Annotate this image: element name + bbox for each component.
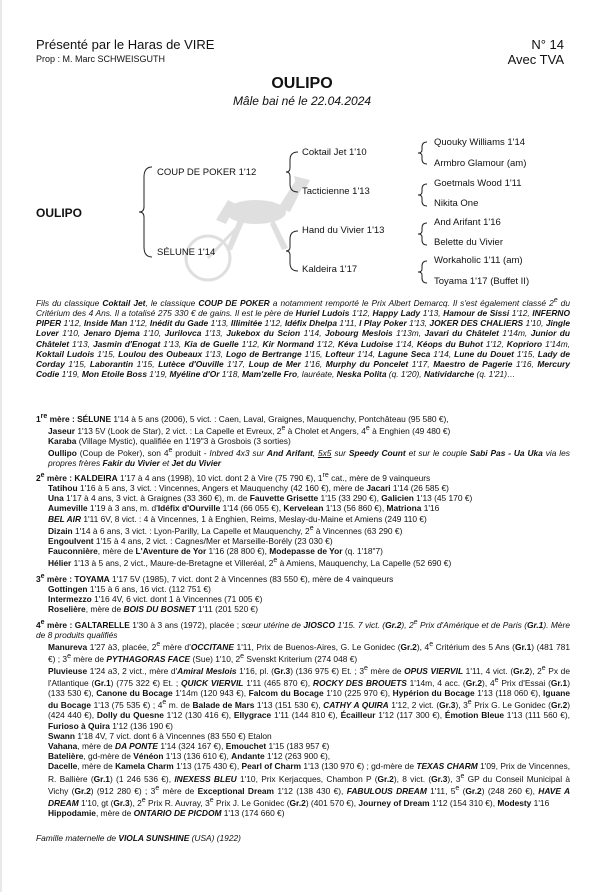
pedigree-g2: Armbro Glamour (am) (434, 158, 527, 169)
first-dam-section (36, 412, 570, 468)
third-dam-section (36, 572, 570, 615)
fourth-dam-produce-1: Manureva 1'27 à3, placée, 2e mère d'OCCITANE 1'11, Prix de Buenos-Aires, G. Le Gonidec (Gr.2), 4e Critérium des 5 Ans (Gr.1) (481 781 €) ; 3e mère de PYTHAGORAS FACE (Sue) 1'10, 2e Svenskt Kriterium (274 048 €) (48, 641, 570, 664)
presenter: Présenté par le Haras de VIRE (36, 37, 215, 52)
maternal-family: Famille maternelle de VIOLA SUNSHINE (USA) (1922) (36, 833, 241, 843)
second-dam-section (36, 471, 570, 568)
pedigree-chart (2, 130, 600, 300)
fourth-dam-produce-2: Pluvieuse 1'24 a3, 2 vict., mère d'Amiral Meslois 1'16, pl. (Gr.3) (136 975 €) Et. ; 3e mère de OPUS VIERVIL 1'11, 4 vict. (Gr.2), 2e Px de l'Atlantique (Gr.1) (775 322 €) Et. ; QUICK VIERVIL 1'11 (465 870 €), ROCKY DES BROUETS 1'14m, 4 acc. (Gr.2), 4e Prix d'Essai (Gr.1) (133 530 €), Canone du Bocage 1'14m (120 943 €), Falcom du Bocage 1'10 (225 970 €), Hypérion du Bocage 1'13 (118 060 €), Iguane du Bocage 1'13 (75 535 €) ; 4e m. de Balade de Mars 1'13 (151 530 €), CATHY A QUIRA 1'12, 2 vict. (Gr.3), 3e Prix G. Le Gonidec (Gr.2) (424 440 €), Dolly du Quesne 1'12 (130 416 €), Ellygrace 1'11 (144 810 €), Écailleur 1'12 (117 300 €), Émotion Bleue 1'13 (111 560 €), Furioso à Quira 1'12 (136 190 €) (48, 665, 571, 731)
first-dam-heading: 1re mère : SÉLUNE 1'14 à 5 ans (2006), 5 vict. : Caen, Laval, Graignes, Mauquenchy, Pontchâteau (95 580 €), (36, 413, 449, 424)
pedigree-g8: Toyama 1'17 (Buffet II) (434, 276, 530, 287)
pedigree-dam-dam: Kaldeira 1'17 (302, 264, 358, 275)
pedigree-brackets (2, 130, 600, 300)
horse-description: Mâle bai né le 22.04.2024 (232, 94, 372, 108)
pedigree-g1: Quouky Williams 1'14 (434, 137, 526, 148)
pedigree-g5: And Arifant 1'16 (434, 217, 501, 228)
fourth-dam-produce-6: Dacelle, mère de Kamela Charm 1'13 (175 430 €), Pearl of Charm 1'13 (130 970 €) ; gd-mère de TEXAS CHARM 1'09, Prix de Vincennes, R. Ballière (Gr.1) (1 246 536 €), INEXESS BLEU 1'10, Prix Kerjacques, Chambon P (Gr.2), 8 vict. (Gr.3), 3e GP du Conseil Municipal à Vichy (Gr.2) (912 280 €) ; 3e mère de Exceptional Dream 1'12 (138 430 €), FABULOUS DREAM 1'11, 5e (Gr.2) (248 260 €), HAVE A DREAM 1'10, gt (Gr.3), 2e Prix R. Auvray, 3e Prix J. Le Gonidec (Gr.2) (401 570 €), Journey of Dream 1'12 (154 310 €), Modesty 1'16 (48, 761, 571, 808)
first-dam-produce-1: Jaseur 1'13 5V (Look de Star), 2 vict. : La Capelle et Evreux, 2e à Cholet et Angers, 4e à Enghien (49 480 €) (48, 425, 451, 436)
fourth-dam-produce-3: Swann 1'18 4V, 7 vict. dont 6 à Vincennes (83 550 €) Etalon (48, 730, 272, 741)
fourth-dam-section (36, 618, 570, 818)
second-dam-produce-3: Aumeville 1'19 à 3 ans, m. d'Idéfix d'Ourville 1'14 (66 055 €), Kervelean 1'13 (56 860 €), Matriona 1'16 (48, 503, 440, 514)
second-dam-produce-2: Una 1'17 à 4 ans, 3 vict. à Graignes (33 360 €), m. de Fauvette Grisette 1'15 (33 290 €), Galicien 1'13 (45 170 €) (48, 493, 473, 504)
header-left (36, 37, 214, 64)
lot-number: N° 14 (531, 37, 564, 52)
fourth-dam-produce-7: Hippodamie, mère de ONTARIO DE PICDOM 1'13 (174 660 €) (48, 807, 285, 818)
pedigree-sire-dam: Tacticienne 1'13 (302, 186, 370, 197)
second-dam-produce-6: Engoulvent 1'15 à 4 ans, 2 vict. : Cagnes/Mer et Marseille-Borély (23 030 €) (48, 535, 333, 546)
pedigree-sire: COUP DE POKER 1'12 (157, 167, 257, 178)
sire-commentary (36, 296, 570, 379)
fourth-dam-produce-4: Vahana, mère de DA PONTE 1'14 (324 167 €), Emouchet 1'15 (183 957 €) (48, 741, 330, 752)
pedigree-g6: Belette du Vivier (434, 237, 504, 248)
second-dam-produce-7: Fauconnière, mère de L'Aventure de Yor 1'16 (28 800 €), Modepasse de Yor (q. 1'18"7) (48, 546, 383, 557)
pedigree-g3: Goetmals Wood 1'11 (434, 178, 522, 189)
pedigree-g7: Workaholic 1'11 (am) (434, 255, 523, 266)
third-dam-produce-3: Roselière, mère de BOIS DU BOSNET 1'11 (201 520 €) (48, 604, 259, 615)
second-dam-produce-4: BEL AIR 1'11 6V, 8 vict. : 4 à Vincennes, 1 à Enghien, Reims, Meslay-du-Maine et Amiens (249 110 €) (48, 513, 427, 524)
pedigree-g4: Nikita One (434, 198, 479, 209)
fourth-dam-heading: 4e mère : GALTARELLE 1'30 à 3 ans (1972), placée ; sœur utérine de JIOSCO 1'15. 7 vict. (Gr.2), 2e Prix d'Amérique et de Paris (Gr.1). Mère de 8 produits qualifiés (36, 619, 570, 640)
second-dam-produce-5: Dizain 1'14 à 6 ans, 3 vict. : Lyon-Parilly, La Capelle et Mauquenchy, 2e à Vincennes (63 290 €) (48, 524, 403, 536)
fourth-dam-produce-5: Batelière, gd-mère de Vénéon 1'13 (136 610 €), Andante 1'12 (263 900 €), (48, 751, 331, 762)
pedigree-dam-sire: Hand du Vivier 1'13 (302, 225, 385, 236)
horse-name: OULIPO (271, 75, 333, 92)
pedigree-sire-sire: Coktail Jet 1'10 (302, 147, 367, 158)
pedigree-subject: OULIPO (36, 206, 83, 220)
first-dam-produce-2: Karaba (Village Mystic), qualifiée en 1'19"3 à Grosbois (3 sorties) (48, 436, 291, 446)
sire-paragraph: Fils du classique Coktail Jet, le classique COUP DE POKER a notamment remporté le Prix Albert Demarcq. Il s'est également classé 2e du Critérium des 4 Ans. Il a totalisé 275 330 € de gains. Il est le père de Huriel Ludois 1'12, Happy Lady 1'13, Hamour de Sissi 1'12, INFERNO PIPER 1'12, Inside Man 1'12, Inédit du Gade 1'13, Illimitée 1'12, Idéfix Dhelpa 1'11, I Play Poker 1'13, JOKER DES CHALIERS 1'10, Jingle Lover 1'10, Jenaro Djema 1'10, Jurilovca 1'13, Jukebox du Scion 1'14, Jobourg Meslois 1'13m, Javari du Châtelet 1'14m, Junior du Châtelet 1'13, Jasmin d'Enogat 1'13, Kia de Guelle 1'12, Kir Normand 1'12, Kéva Ludoise 1'14, Kéops du Buhot 1'12, Koprioro 1'14m, Koktail Ludois 1'15, Loulou des Oubeaux 1'13, Logo de Bertrange 1'15, Lofteur 1'14, Lagune Seca 1'14, Lune du Douet 1'15, Lady de Corday 1'15, Laborantin 1'15, Lutèce d'Ouville 1'17, Loup de Mer 1'16, Murphy du Poncelet 1'17, Maestro de Pagerie 1'16, Mercury Codie 1'19, Mon Etoile Boss 1'19, Myéline d'Or 1'18, Mam'zelle Fro, lauréate, Neska Polita (q. 1'20), Natividarche (q. 1'21)… (36, 297, 571, 380)
third-dam-produce-2: Intermezzo 1'16 4V, 6 vict. dont 1 à Vincennes (71 005 €) (48, 594, 263, 605)
tva-label: Avec TVA (507, 52, 564, 67)
pedigree-dam: SÉLUNE 1'14 (157, 247, 216, 258)
second-dam-produce-8: Hélier 1'13 à 5 ans, 2 vict., Maure-de-Bretagne et Villeréal, 2e à Amiens, Mauquenchy, La Capelle (52 690 €) (48, 557, 452, 569)
first-dam-produce-3: Oullipo (Coup de Poker), son 4e produit - Inbred 4x3 sur And Arifant, 5x5 sur Speedy Count et sur le couple Sabi Pas - Ua Uka via les propres frères Fakir du Vivier et Jet du Vivier (48, 447, 570, 469)
third-dam-produce-1: Gottingen 1'15 à 6 ans, 16 vict. (112 751 €) (48, 584, 211, 594)
owner: Prop : M. Marc SCHWEISGUTH (36, 54, 166, 64)
second-dam-heading: 2e mère : KALDEIRA 1'17 à 4 ans (1998), 10 vict. dont 2 à Vire (75 790 €), 1re cat., mère de 9 vainqueurs (36, 472, 431, 483)
second-dam-produce-1: Tatihou 1'16 à 5 ans, 3 vict. : Vincennes, Angers et Mauquenchy (42 160 €), mère de Jacari 1'14 (26 585 €) (48, 483, 449, 493)
third-dam-heading: 3e mère : TOYAMA 1'17 5V (1985), 7 vict. dont 2 à Vincennes (83 550 €), mère de 4 vainqueurs (36, 573, 394, 584)
header-right (508, 37, 564, 67)
